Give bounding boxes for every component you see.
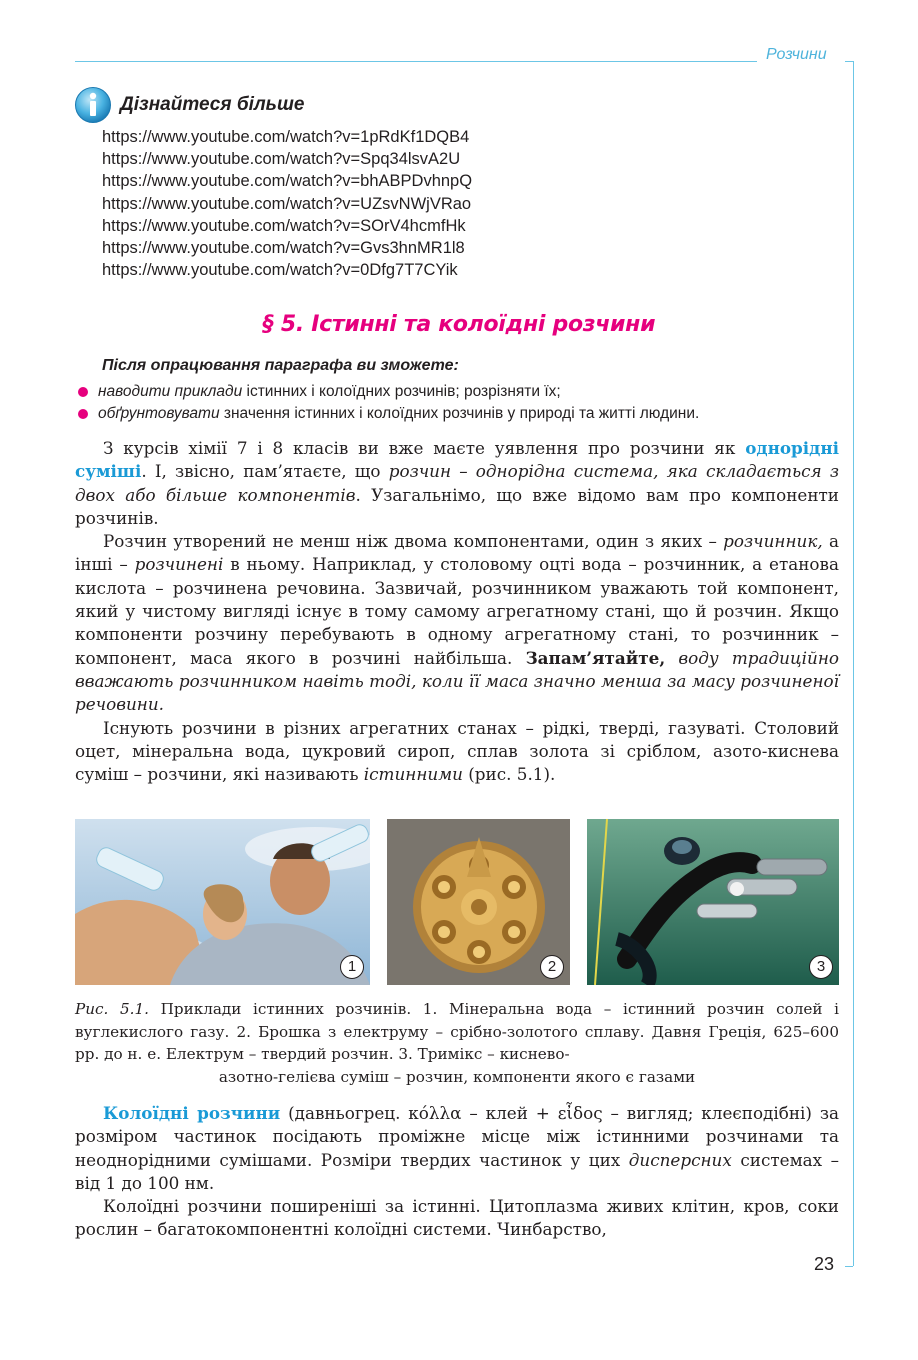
bullet-icon [78,409,88,419]
paragraph: Колоїдні розчини (давньогрец. κόλλα – клей + εἶδος – вигляд; клеєподібні) за розміром частинок посідають проміжне місце між істинними розчинами та неоднорідними сумішами. Розміри твердих частинок у цих дисперсних системах – від 1 до 100 нм. [75,1103,840,1193]
term-link: однорідні суміші [75,438,839,482]
video-link[interactable]: https://www.youtube.com/watch?v=SOrV4hcmfHk [102,216,466,235]
paragraph: Колоїдні розчини поширеніші за істинні. Цитоплазма живих клітин, кров, соки рослин – багатокомпонентні колоїдні системи. Чинбарство, [75,1196,839,1240]
term-link: Колоїдні розчини [103,1103,281,1123]
bullet-icon [78,387,88,397]
paragraph: З курсів хімії 7 і 8 класів ви вже маєте уявлення про розчини як однорідні суміші. І, звісно, пам’ятаєте, що розчин – однорідна система, яка складається з двох або більше компонентів. Узагальнімо, що вже відомо вам про компоненти розчинів. [75,438,840,528]
section-title: § 5. Істинні та колоїдні розчини [262,312,656,337]
figure-badge: 1 [340,955,364,979]
video-link[interactable]: https://www.youtube.com/watch?v=bhABPDvhnpQ [102,172,473,191]
goal-item: наводити приклади істинних і колоїдних розчинів; розрізняти їх; [76,381,699,403]
header-tick [845,61,853,62]
goal-item: обґрунтовувати значення істинних і колоїдних розчинів у природі та житті людини. [76,403,699,425]
page-number: 23 [814,1254,835,1274]
header-rule [75,61,757,62]
video-link[interactable]: https://www.youtube.com/watch?v=Gvs3hnMR1l8 [102,239,465,258]
photo-drinking-water [75,819,370,985]
goals-list [76,381,699,425]
video-link[interactable]: https://www.youtube.com/watch?v=0Dfg7T7CYik [102,261,458,280]
info-icon [74,86,112,124]
figure-badge: 3 [809,955,833,979]
paragraph: Розчин утворений не менш ніж двома компонентами, один з яких – розчинник, а інші – розчинені в ньому. Наприклад, у столовому оцті вода – розчинник, а етанова кислота – розчинена речовина. Зазвичай, розчинником уважають той компонент, який у чистому вигляді існує в тому самому агрегатному стані, що й розчин. Якщо компоненти розчину перебувають в одному агрегатному стані, то розчинник – компонент, маса якого в розчині найбільша. Запам’ятайте, воду традиційно вважають розчинником навіть тоді, коли її маса значно менша за масу розчиненої речовини. [75,531,840,715]
photo-trimix-diver [587,819,839,985]
figure-caption: Рис. 5.1. Приклади істинних розчинів. 1. Мінеральна вода – істинний розчин солей і вуглекислого газу. 2. Брошка з електруму – срібно-золотого сплаву. Давня Греція, 625–600 рр. до н. е. Електрум – твердий розчин. 3. Тримікс – киснево- азотно-гелієва суміш – розчин, компоненти якого є газами [75,1000,839,1086]
body-text-lower [75,1102,839,1242]
video-link[interactable]: https://www.youtube.com/watch?v=1pRdKf1DQB4 [102,128,470,146]
learn-more-title: Дізнайтеся більше [120,94,305,115]
figure-badge: 2 [540,955,564,979]
video-link[interactable]: https://www.youtube.com/watch?v=UZsvNWjVRao [102,194,472,213]
video-link[interactable]: https://www.youtube.com/watch?v=Spq34lsvA2U [102,150,461,169]
learn-more-links [102,126,472,281]
paragraph: Існують розчини в різних агрегатних станах – рідкі, тверді, газуваті. Столовий оцет, мінеральна вода, цукровий сироп, сплав золота зі сріблом, азото-киснева суміш – розчини, які називають істинними (рис. 5.1). [75,717,839,785]
margin-rule [853,61,854,1266]
body-text-upper [75,437,839,786]
running-header: Розчини [766,46,827,63]
photo-electrum-brooch [387,819,570,985]
footer-tick [845,1266,853,1267]
goals-title: Після опрацювання параграфа ви зможете: [102,357,459,374]
